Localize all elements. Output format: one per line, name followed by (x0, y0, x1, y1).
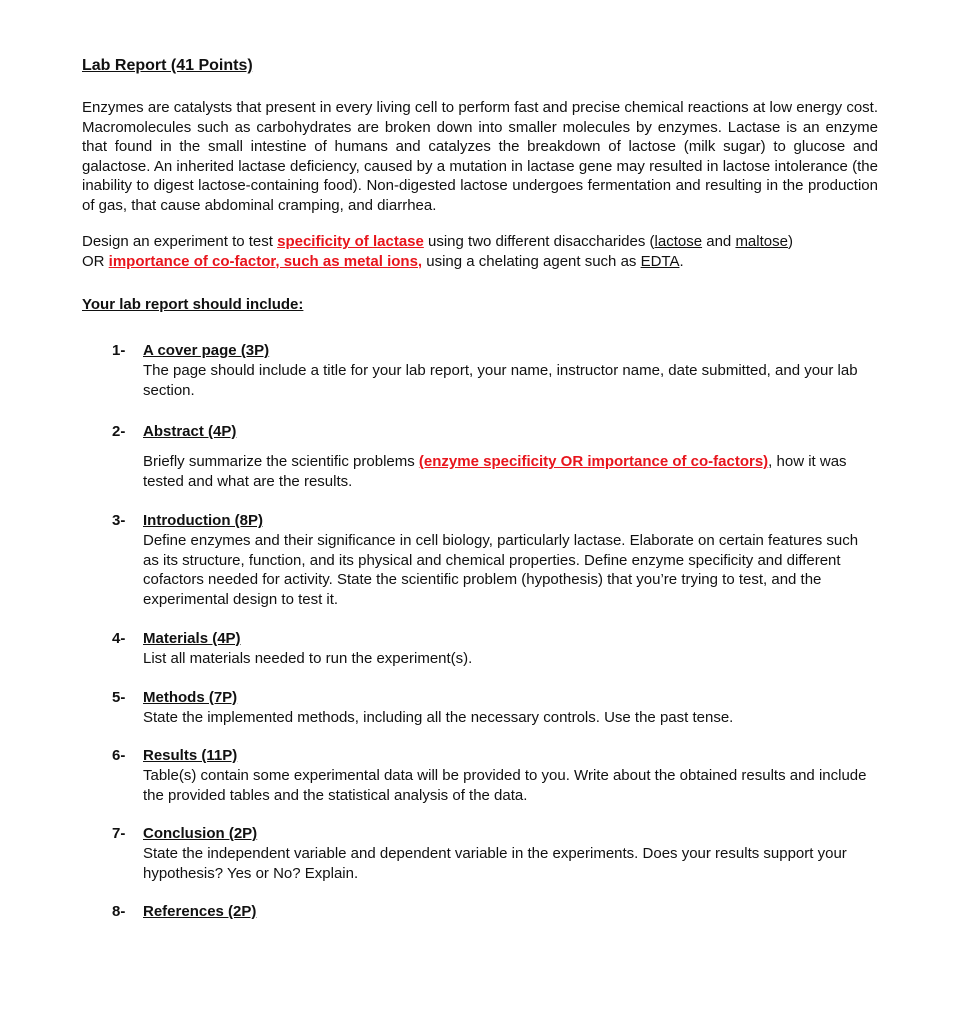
edta-term: EDTA (640, 252, 680, 270)
list-item-references (82, 902, 878, 922)
list-item-methods (82, 688, 878, 728)
item-description: List all materials needed to run the experiment(s). (143, 650, 473, 667)
item-title: Introduction (8P) (143, 512, 263, 529)
item-title: Methods (7P) (143, 688, 238, 706)
design-text-3: and (702, 233, 736, 250)
spacer (143, 442, 878, 452)
item-number: 8- (112, 903, 126, 920)
item-number: 5- (112, 688, 126, 706)
item-number: 2- (112, 423, 126, 440)
design-text-2: using two different disaccharides ( (423, 233, 655, 250)
item-number: 7- (112, 825, 126, 842)
item-number: 1- (112, 342, 126, 359)
document-page (82, 56, 878, 922)
lactose-term: lactose (654, 233, 703, 250)
design-paragraph (82, 232, 878, 271)
design-text-7: . (679, 252, 684, 270)
item-description: State the independent variable and dependent variable in the experiments. Does your results support your hypothesis? Yes or No? Explain. (143, 845, 847, 882)
item-description: Table(s) contain some experimental data will be provided to you. Write about the obtained results and include the provided tables and the statistical analysis of the data. (143, 767, 867, 804)
cofactor-highlight: importance of co-factor, such as metal ions, (108, 252, 423, 270)
item-title: A cover page (3P) (143, 342, 270, 359)
item-number: 3- (112, 512, 126, 529)
specificity-highlight: specificity of lactase (277, 233, 424, 250)
list-item-cover-page (82, 341, 878, 400)
item-title: References (2P) (143, 903, 257, 920)
list-item-results (82, 746, 878, 805)
design-text-5: OR (82, 252, 109, 270)
list-item-materials (82, 629, 878, 669)
item-title: Materials (4P) (143, 630, 241, 647)
abstract-desc-post: , how it was tested and what are the results. (143, 453, 847, 490)
item-description (143, 452, 878, 491)
item-title: Results (11P) (143, 747, 238, 764)
item-description: The page should include a title for your lab report, your name, instructor name, date submitted, and your lab section. (143, 362, 858, 399)
maltose-term: maltose (735, 233, 788, 250)
list-item-introduction (82, 511, 878, 609)
item-number: 4- (112, 630, 126, 647)
item-title: Conclusion (2P) (143, 825, 258, 842)
list-item-abstract (82, 422, 878, 491)
item-title: Abstract (4P) (143, 423, 237, 440)
abstract-desc-pre: Briefly summarize the scientific problems (143, 453, 419, 470)
document-title: Lab Report (41 Points) (82, 57, 253, 74)
intro-paragraph: Enzymes are catalysts that present in every living cell to perform fast and precise chemical reactions at low energy cost. Macromolecules such as carbohydrates are broken down into smaller molecules by enzymes. Lactase is an enzyme that found in the small intestine of humans and catalyzes the breakdown of lactose (milk sugar) to glucose and galactose. An inherited lactase deficiency, caused by a mutation in lactase gene may resulted in lactose intolerance (the inability to digest lactose-containing food). Non-digested lactose undergoes fermentation and resulting in the production of gas, that cause abdominal cramping, and diarrhea. (82, 99, 878, 214)
abstract-highlight: (enzyme specificity OR importance of co-factors) (418, 453, 769, 470)
include-heading: Your lab report should include: (82, 296, 304, 313)
design-text-1: Design an experiment to test (82, 233, 278, 250)
list-item-conclusion (82, 824, 878, 883)
design-text-6: using a chelating agent such as (422, 252, 641, 270)
item-description: State the implemented methods, including all the necessary controls. Use the past tense. (143, 708, 734, 726)
item-number: 6- (112, 747, 126, 764)
design-text-4: ) (787, 233, 793, 250)
report-sections-list (82, 341, 878, 922)
item-description: Define enzymes and their significance in cell biology, particularly lactase. Elaborate on certain features such as its structure, function, and its physical and chemical properties. Define enzyme specificity and different cofactors needed for activity. State the scientific problem (hypothesis) that you’re trying to test, and the experimental design to test it. (143, 532, 859, 608)
